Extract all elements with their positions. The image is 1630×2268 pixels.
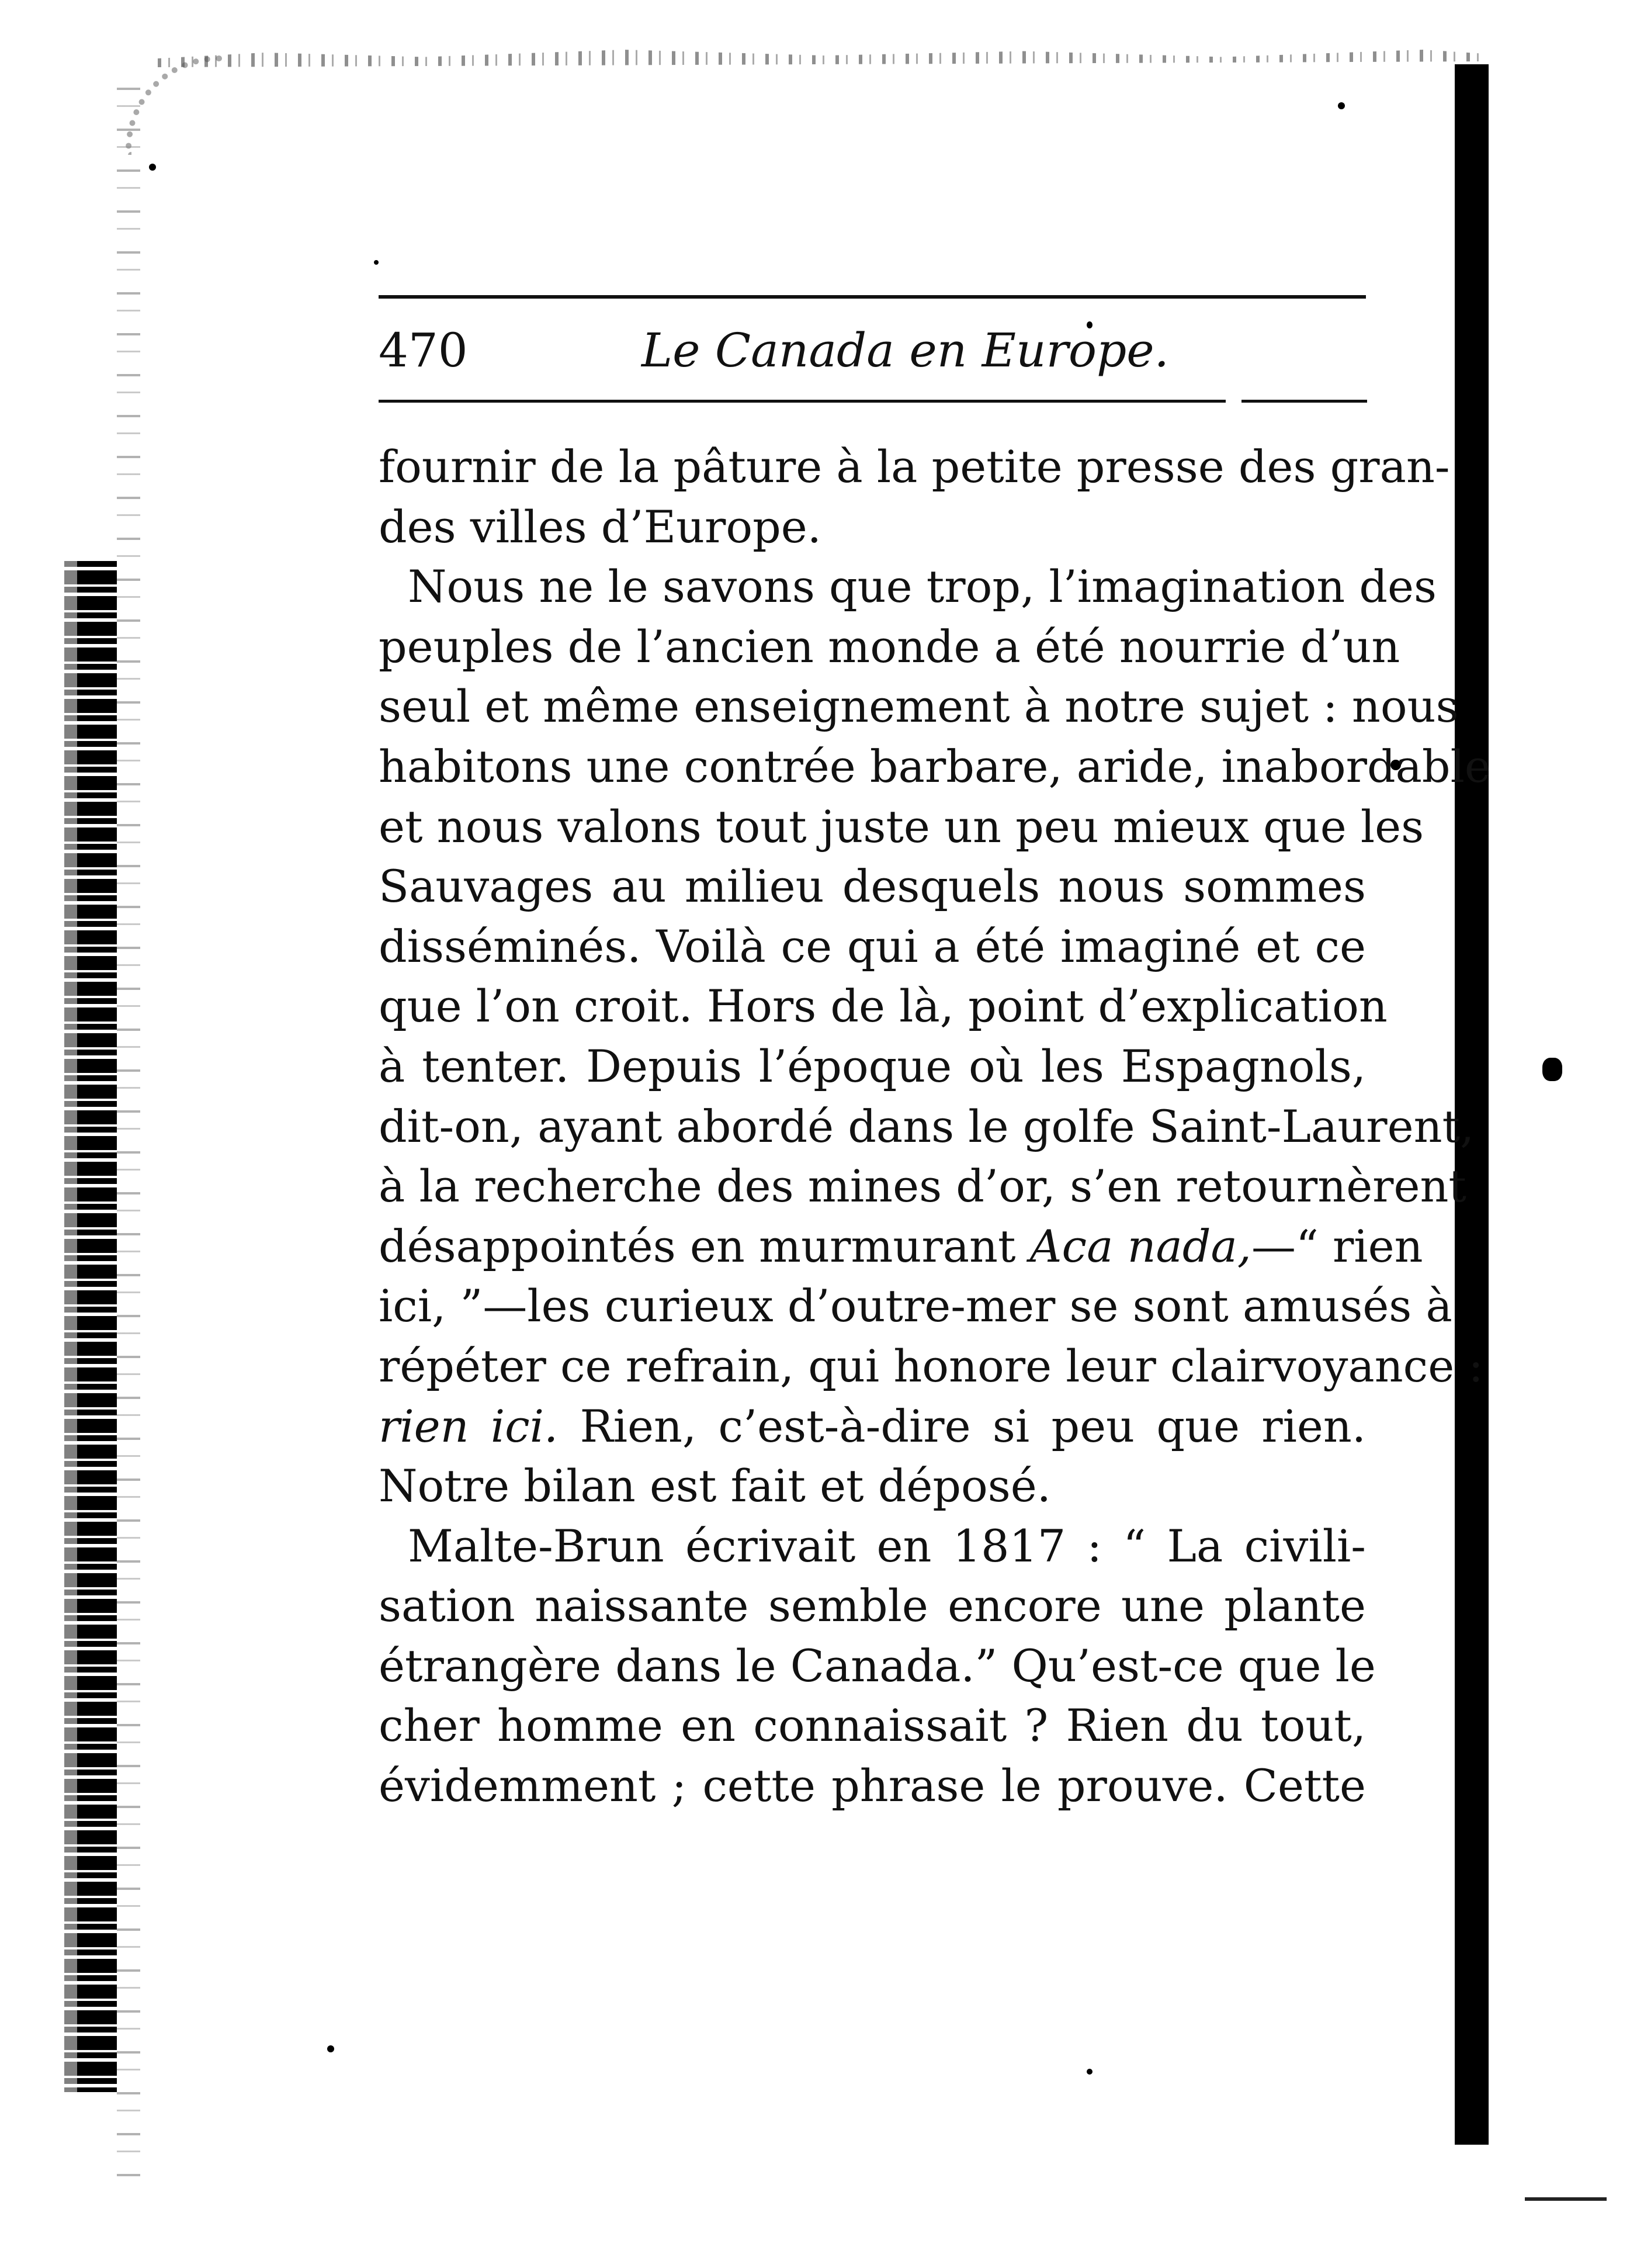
text-run: sation naissante semble encore une plante xyxy=(379,1580,1366,1632)
text-run: fournir de la pâture à la petite presse des gran- xyxy=(379,441,1450,493)
header-bottom-rule xyxy=(379,400,1226,403)
header-bottom-rule-short xyxy=(1241,400,1367,403)
text-run: évidemment ; cette phrase le prouve. Cette xyxy=(379,1760,1366,1812)
scan-left-edge xyxy=(117,88,140,2191)
scan-bottom-mark xyxy=(1525,2197,1607,2201)
text-run: ici, ”—les curieux d’outre-mer se sont amusés à xyxy=(379,1280,1452,1332)
running-title: Le Canada en Europe. xyxy=(641,323,1169,378)
text-line xyxy=(379,1276,1452,1336)
text-line xyxy=(379,1636,1376,1696)
scan-speck xyxy=(374,260,379,265)
italic-text: Aca nada, xyxy=(1029,1220,1251,1272)
scan-corner-shadow xyxy=(126,56,225,155)
text-run: Malte-Brun écrivait en 1817 : “ La civili- xyxy=(408,1519,1366,1572)
text-run: —“ rien xyxy=(1251,1220,1423,1272)
text-line xyxy=(379,497,1366,558)
text-line xyxy=(379,617,1400,677)
italic-text: rien ici. xyxy=(379,1400,559,1452)
text-run: des villes d’Europe. xyxy=(379,500,821,553)
text-line xyxy=(379,737,1491,797)
scan-speck xyxy=(149,164,156,171)
text-run: à tenter. Depuis l’époque où les Espagnols, xyxy=(379,1040,1366,1092)
text-line xyxy=(379,1097,1475,1157)
text-line xyxy=(379,917,1366,977)
text-run: à la recherche des mines d’or, s’en retournèrent xyxy=(379,1160,1466,1213)
text-run: disséminés. Voilà ce qui a été imaginé et ce xyxy=(379,920,1366,972)
text-run: Nous ne le savons que trop, l’imagination des xyxy=(408,560,1437,613)
running-header xyxy=(379,318,1430,383)
text-run: peuples de l’ancien monde a été nourrie d’un xyxy=(379,620,1400,673)
text-line xyxy=(379,1217,1423,1277)
text-run: que l’on croit. Hors de là, point d’explication xyxy=(379,980,1388,1033)
text-line xyxy=(379,857,1366,917)
scan-speck xyxy=(1542,1058,1562,1081)
scan-speck xyxy=(327,2045,334,2052)
text-line xyxy=(379,1156,1466,1217)
text-run: dit-on, ayant abordé dans le golfe Saint-Laurent, xyxy=(379,1100,1475,1152)
text-run: habitons une contrée barbare, aride, inabordable xyxy=(379,740,1491,792)
text-line xyxy=(379,797,1424,857)
scan-speck xyxy=(1338,102,1345,109)
scan-speck xyxy=(1087,2069,1093,2075)
page-number: 470 xyxy=(379,323,468,378)
text-line xyxy=(379,1576,1366,1636)
text-run: répéter ce refrain, qui honore leur clairvoyance : xyxy=(379,1339,1483,1392)
text-line xyxy=(379,1516,1366,1577)
text-run: désappointés en murmurant xyxy=(379,1220,1030,1272)
text-line xyxy=(379,1037,1366,1097)
text-run: Rien, c’est-à-dire si peu que rien. xyxy=(558,1400,1366,1452)
text-run: étrangère dans le Canada.” Qu’est-ce que le xyxy=(379,1639,1376,1692)
text-line xyxy=(379,557,1437,617)
text-line xyxy=(379,677,1459,737)
text-line xyxy=(379,1336,1483,1397)
header-top-rule xyxy=(379,295,1366,299)
text-run: Sauvages au milieu desquels nous sommes xyxy=(379,860,1366,913)
scan-spine-bars xyxy=(64,561,117,2092)
scan-top-edge xyxy=(158,41,1490,70)
text-run: et nous valons tout juste un peu mieux que les xyxy=(379,800,1424,853)
text-line xyxy=(379,1397,1366,1457)
text-line xyxy=(379,1756,1366,1816)
text-line xyxy=(379,1456,1366,1516)
body-text xyxy=(379,437,1491,1816)
text-line xyxy=(379,1696,1366,1756)
text-line xyxy=(379,437,1450,497)
text-run: Notre bilan est fait et déposé. xyxy=(379,1460,1051,1512)
text-run: seul et même enseignement à notre sujet : nous xyxy=(379,680,1459,733)
text-run: cher homme en connaissait ? Rien du tout, xyxy=(379,1699,1366,1752)
text-line xyxy=(379,977,1388,1037)
